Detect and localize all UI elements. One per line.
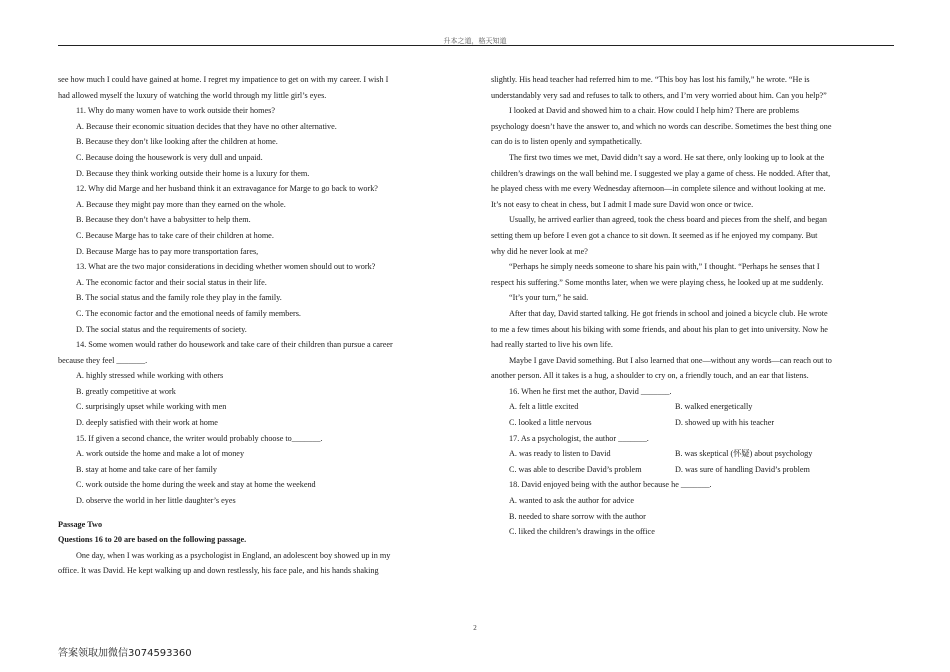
para-line: After that day, David started talking. He got friends in school and joined a bicycle club. He wrote (509, 308, 828, 318)
q15-option: D. observe the world in her little daughter’s eyes (76, 496, 236, 506)
q12-stem: 12. Why did Marge and her husband think it an extravagance for Marge to go back to work? (76, 184, 378, 194)
intro-line: see how much I could have gained at home. I regret my impatience to get on with my career. I wish I (58, 75, 389, 84)
q18-option: C. liked the children’s drawings in the office (509, 527, 655, 537)
q16-option-b: B. walked energetically (675, 402, 753, 412)
para-line: another person. All it takes is a hug, a shoulder to cry on, a friendly touch, and an ear that listens. (491, 371, 809, 381)
para-line: children’s drawings on the wall behind me. I suggested we play a game of chess. He nodded. After that, (491, 168, 831, 178)
para-line: Usually, he arrived earlier than agreed, took the chess board and pieces from the shelf, and began (509, 215, 827, 225)
q13-option: D. The social status and the requirements of society. (76, 324, 247, 334)
q17-option-c: C. was able to describe David’s problem (509, 464, 642, 474)
q12-option: C. Because Marge has to take care of their children at home. (76, 230, 274, 240)
q16-option-c: C. looked a little nervous (509, 418, 592, 428)
q18-option: A. wanted to ask the author for advice (509, 496, 635, 506)
para-line: I looked at David and showed him to a chair. How could I help him? There are problems (509, 106, 799, 116)
q17-stem: 17. As a psychologist, the author _______. (509, 433, 649, 443)
passage-line: One day, when I was working as a psychologist in England, an adolescent boy showed up in my (76, 550, 391, 560)
right-column (491, 72, 894, 540)
left-column (58, 72, 460, 579)
q14-option: C. surprisingly upset while working with men (76, 402, 227, 412)
q15-option: A. work outside the home and make a lot of money (76, 449, 245, 459)
para-line: “Perhaps he simply needs someone to share his pain with,” I thought. “Perhaps he senses that I (509, 262, 820, 272)
para-line: can do is to listen openly and sympathetically. (491, 137, 642, 147)
para-line: It’s not easy to cheat in chess, but I admit I made sure David won once or twice. (491, 199, 754, 209)
para-line: The first two times we met, David didn’t say a word. He sat there, only looking up to look at the (509, 152, 825, 162)
para-line: to me a few times about his biking with some friends, and about his plan to get into university. Now he (491, 324, 828, 334)
q13-option: B. The social status and the family role they play in the family. (76, 293, 282, 303)
q11-option: C. Because doing the housework is very dull and unpaid. (76, 152, 263, 162)
para-line: slightly. His head teacher had referred him to me. “This boy has lost his family,” he wrote. “He is (491, 75, 810, 84)
q16-options-row (491, 415, 894, 431)
q14-option: A. highly stressed while working with others (76, 371, 224, 381)
q12-option: A. Because they might pay more than they earned on the whole. (76, 199, 286, 209)
para-line: psychology doesn’t have the answer to, and which no words can describe. Sometimes the best thing one (491, 121, 832, 131)
q16-stem: 16. When he first met the author, David _______. (509, 386, 672, 396)
q14-option: D. deeply satisfied with their work at home (76, 418, 218, 428)
q14-stem: 14. Some women would rather do housework and take care of their children than pursue a career (76, 340, 393, 350)
q17-option-d: D. was sure of handling David’s problem (675, 464, 810, 474)
q12-option: D. Because Marge has to pay more transportation fares, (76, 246, 259, 256)
q16-options-row (491, 399, 894, 415)
q13-option: C. The economic factor and the emotional needs of family members. (76, 308, 301, 318)
page-number: 2 (473, 624, 477, 632)
para-line: had really started to live his own life. (491, 340, 613, 350)
para-line: respect his suffering.” Some months later, when we were playing chess, he looked up at me suddenly. (491, 277, 824, 287)
q17-options-row (491, 462, 894, 478)
q14-option: B. greatly competitive at work (76, 386, 176, 396)
q15-option: B. stay at home and take care of her family (76, 464, 217, 474)
q13-stem: 13. What are the two major considerations in deciding whether women should out to work? (76, 262, 376, 272)
q15-option: C. work outside the home during the week and stay at home the weekend (76, 480, 316, 490)
q11-option: D. Because they think working outside their home is a luxury for them. (76, 168, 310, 178)
header-divider (58, 45, 894, 46)
q17-option-b: B. was skeptical (怀疑) about psychology (675, 449, 813, 459)
q15-stem: 15. If given a second chance, the writer would probably choose to_______. (76, 433, 323, 443)
q11-stem: 11. Why do many women have to work outside their homes? (76, 106, 275, 116)
q12-option: B. Because they don’t have a babysitter to help them. (76, 215, 251, 225)
q14-stem-cont: because they feel _______. (58, 355, 148, 365)
intro-line: had allowed myself the luxury of watching the world through my little girl’s eyes. (58, 90, 327, 100)
q18-stem: 18. David enjoyed being with the author because he _______. (509, 480, 712, 490)
para-line: Maybe I gave David something. But I also learned that one—without any words—can reach out to (509, 355, 832, 365)
q11-option: A. Because their economic situation decides that they have no other alternative. (76, 121, 337, 131)
passage-title: Passage Two (58, 519, 103, 529)
para-line: setting them up before I even got a chance to sit down. It seemed as if he enjoyed my company. But (491, 230, 818, 240)
q18-option: B. needed to share sorrow with the author (509, 511, 646, 521)
passage-instruction: Questions 16 to 20 are based on the following passage. (58, 535, 247, 545)
q13-option: A. The economic factor and their social status in their life. (76, 277, 267, 287)
footer-note: 答案领取加微信3074593360 (58, 648, 192, 659)
para-line: he played chess with me every Wednesday afternoon—in complete silence and without looking at me. (491, 184, 826, 194)
page-header: 升本之道，格天知道 (443, 37, 507, 45)
q16-option-a: A. felt a little excited (509, 402, 579, 412)
q17-options-row (491, 446, 894, 462)
spacer (58, 509, 460, 517)
para-line: why did he never look at me? (491, 246, 588, 256)
passage-line: office. It was David. He kept walking up and down restlessly, his face pale, and his hands shaking (58, 566, 379, 576)
para-line: understandably very sad and refuses to talk to others, and I’m very worried about him. Can you help?” (491, 90, 827, 100)
para-line: “It’s your turn,” he said. (509, 293, 589, 303)
q11-option: B. Because they don’t like looking after the children at home. (76, 137, 278, 147)
q17-option-a: A. was ready to listen to David (509, 449, 611, 459)
q16-option-d: D. showed up with his teacher (675, 418, 775, 428)
